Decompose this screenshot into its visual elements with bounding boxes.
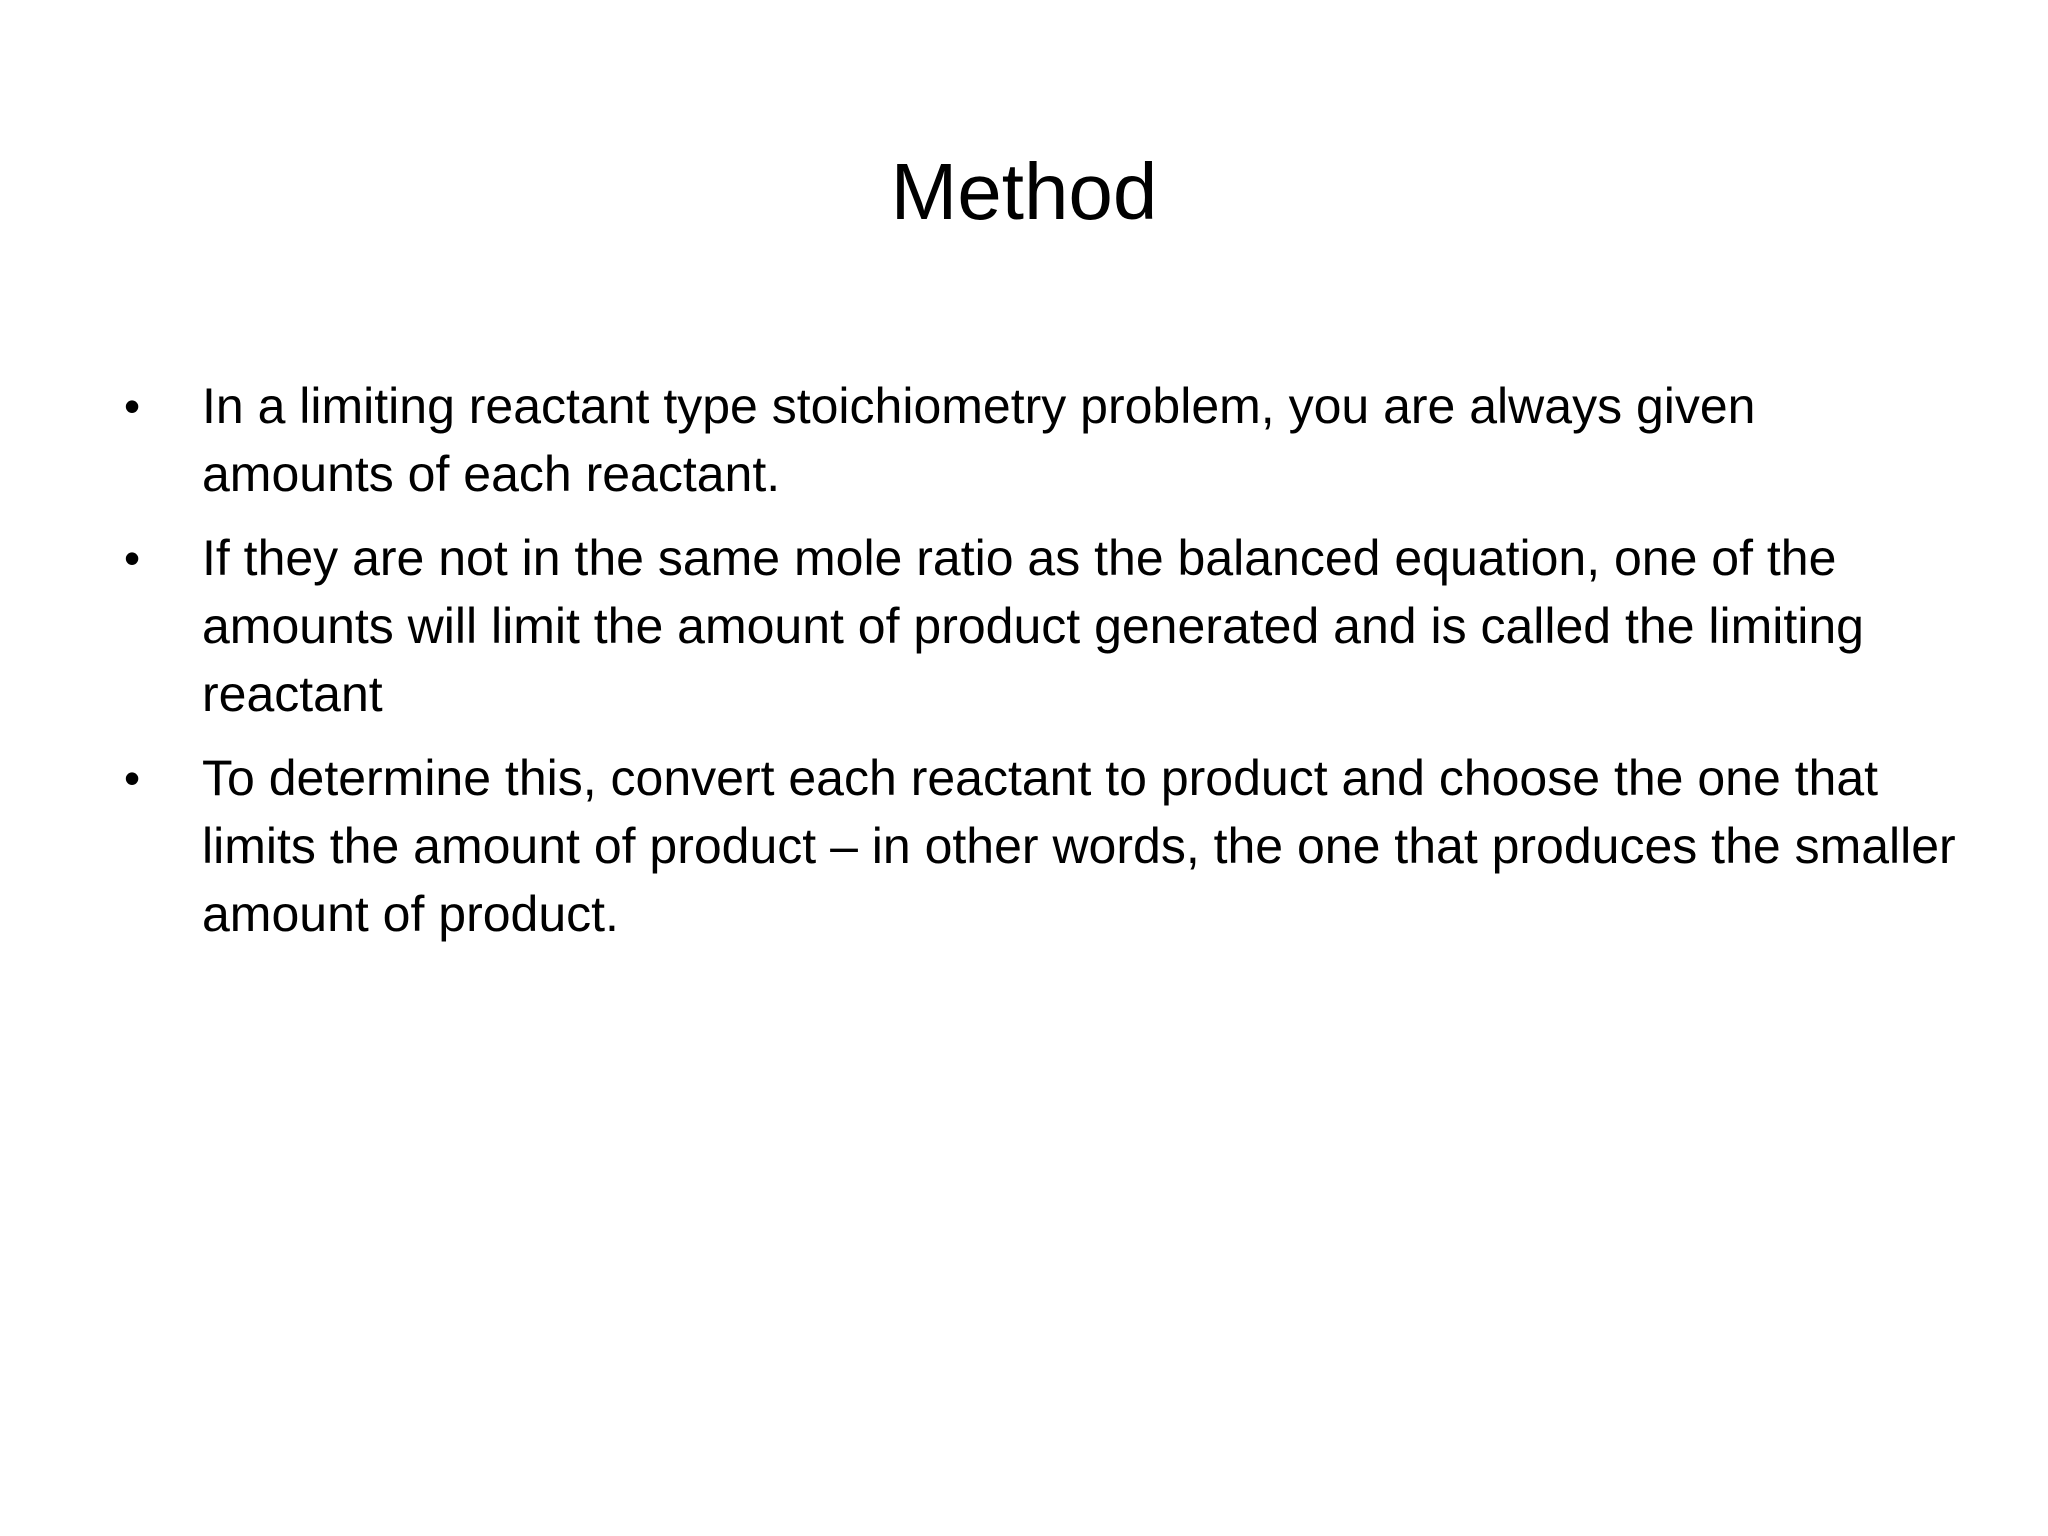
bullet-item	[118, 524, 1958, 728]
bullet-marker: •	[124, 380, 141, 432]
slide-title: Method	[890, 147, 1158, 236]
bullet-marker: •	[124, 752, 141, 804]
bullet-item	[118, 372, 1958, 508]
bullet-marker: •	[124, 532, 141, 584]
bullet-text: If they are not in the same mole ratio as the balanced equation, one of the amounts will limit the amount of product generated and is called the limiting reactant	[202, 530, 1864, 722]
bullet-text: In a limiting reactant type stoichiometry problem, you are always given amounts of each reactant.	[202, 378, 1756, 502]
bullet-list	[118, 372, 1958, 964]
bullet-item	[118, 744, 1958, 948]
bullet-text: To determine this, convert each reactant to product and choose the one that limits the amount of product – in other words, the one that produces the smaller amount of product.	[202, 750, 1956, 942]
